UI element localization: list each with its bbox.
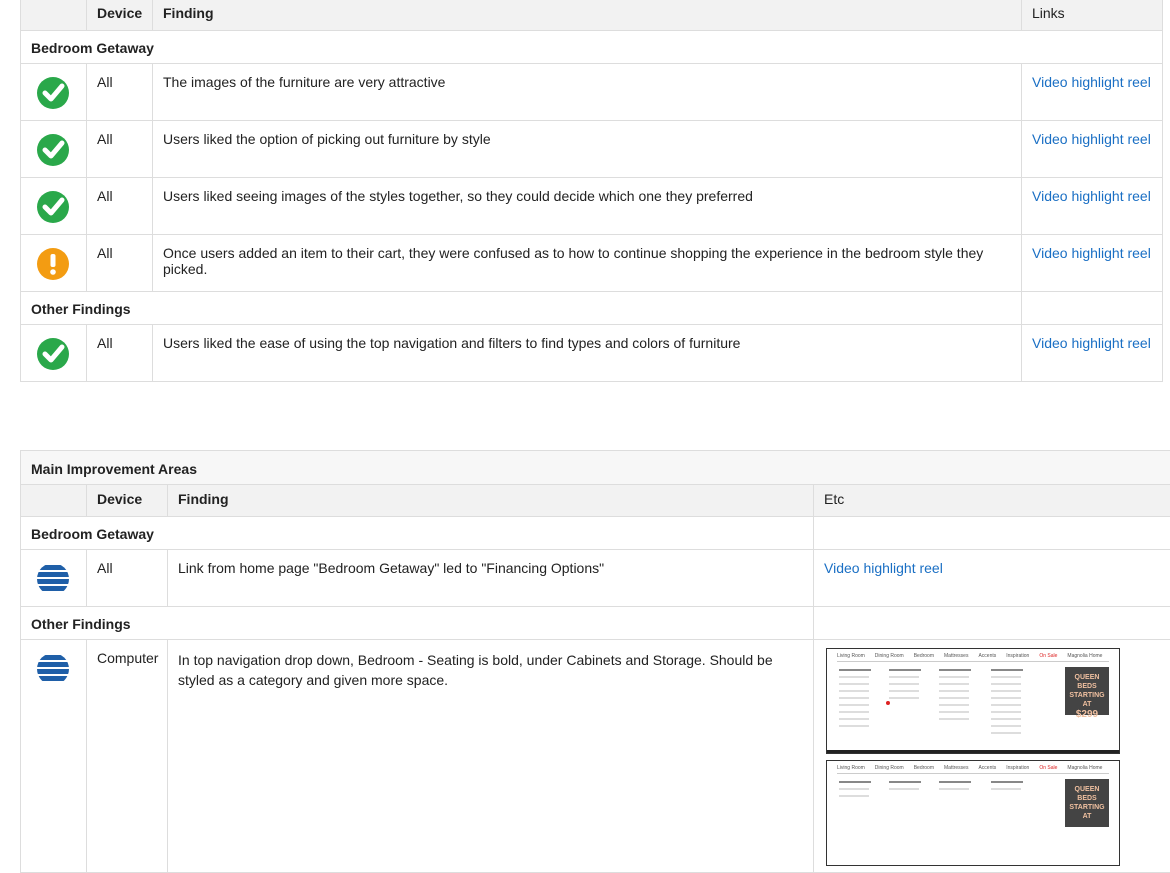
finding-cell: Once users added an item to their cart, they were confused as to how to continue shopping the experience in the bedroom style they picked.: [153, 235, 1022, 292]
table-row: [21, 550, 1170, 607]
table-row: [21, 64, 1163, 121]
check-icon: [37, 77, 69, 109]
header-icon-col: [21, 0, 87, 31]
table-row: [21, 235, 1163, 292]
video-link[interactable]: Video highlight reel: [1032, 188, 1151, 204]
table-title: Main Improvement Areas: [21, 451, 1170, 485]
finding-cell: The images of the furniture are very attractive: [153, 64, 1022, 121]
video-link[interactable]: Video highlight reel: [1032, 335, 1151, 351]
group-label: Other Findings: [21, 292, 1022, 325]
check-icon: [37, 191, 69, 223]
video-link[interactable]: Video highlight reel: [1032, 245, 1151, 261]
device-cell: All: [87, 178, 153, 235]
video-link[interactable]: Video highlight reel: [824, 560, 943, 576]
video-link[interactable]: Video highlight reel: [1032, 131, 1151, 147]
device-cell: All: [87, 325, 153, 382]
finding-cell: In top navigation drop down, Bedroom - Seating is bold, under Cabinets and Storage. Should be styled as a category and given more space.: [168, 640, 814, 873]
thumbnail-nav: Living Room Dining Room Bedroom Mattresses Accents Inspiration On Sale Magnolia Home: [837, 765, 1109, 774]
finding-cell: Link from home page "Bedroom Getaway" led to "Financing Options": [168, 550, 814, 607]
group-label: Bedroom Getaway: [21, 517, 814, 550]
table-row: [21, 325, 1163, 382]
check-icon: [37, 338, 69, 370]
group-label: Bedroom Getaway: [21, 31, 1163, 64]
table-row: [21, 178, 1163, 235]
header-device: Device: [87, 0, 153, 31]
table-row: [21, 121, 1163, 178]
device-cell: All: [87, 235, 153, 292]
empty-cell: [814, 517, 1170, 550]
finding-cell: Users liked seeing images of the styles together, so they could decide which one they preferred: [153, 178, 1022, 235]
striped-circle-icon: [37, 653, 69, 685]
header-finding: Finding: [153, 0, 1022, 31]
empty-cell: [1022, 292, 1163, 325]
empty-cell: [814, 607, 1170, 640]
table-row: [21, 640, 1170, 873]
check-icon: [37, 134, 69, 166]
header-device: Device: [87, 485, 168, 517]
video-link[interactable]: Video highlight reel: [1032, 74, 1151, 90]
device-cell: All: [87, 550, 168, 607]
header-etc: Etc: [814, 485, 1170, 517]
findings-table: [20, 0, 1163, 382]
improvement-table: [20, 450, 1170, 873]
header-icon-col: [21, 485, 87, 517]
promo-ad: QUEEN BEDS STARTING AT: [1065, 779, 1109, 827]
warning-icon: [37, 248, 69, 280]
nav-screenshot-thumbnail: [826, 760, 1120, 866]
device-cell: All: [87, 64, 153, 121]
device-cell: All: [87, 121, 153, 178]
header-finding: Finding: [168, 485, 814, 517]
promo-ad: QUEEN BEDS STARTING AT $299: [1065, 667, 1109, 715]
nav-screenshot-thumbnail: [826, 648, 1120, 754]
striped-circle-icon: [37, 563, 69, 595]
thumbnail-nav: Living Room Dining Room Bedroom Mattresses Accents Inspiration On Sale Magnolia Home: [837, 653, 1109, 662]
finding-cell: Users liked the option of picking out furniture by style: [153, 121, 1022, 178]
group-label: Other Findings: [21, 607, 814, 640]
finding-cell: Users liked the ease of using the top navigation and filters to find types and colors of furniture: [153, 325, 1022, 382]
device-cell: Computer: [87, 640, 168, 873]
header-links: Links: [1022, 0, 1163, 31]
